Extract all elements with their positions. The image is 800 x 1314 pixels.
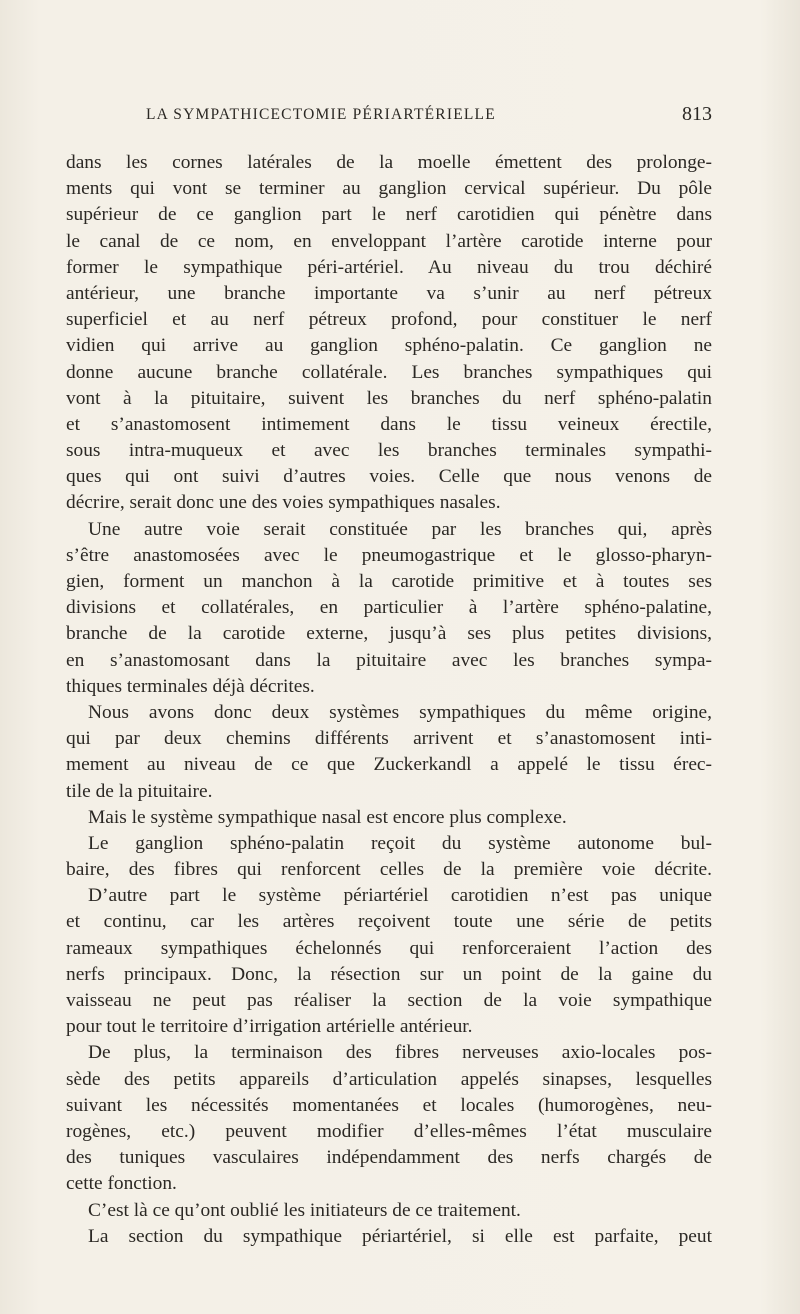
text-line: antérieur, une branche importante va s’unir au nerf pétreux xyxy=(66,282,712,304)
text-line: suivant les nécessités momentanées et locales (humorogènes, neu- xyxy=(66,1094,712,1116)
text-line: vidien qui arrive au ganglion sphéno-palatin. Ce ganglion ne xyxy=(66,335,712,357)
text-line: Le ganglion sphéno-palatin reçoit du système autonome bul- xyxy=(88,832,712,854)
text-line: C’est là ce qu’ont oublié les initiateurs de ce traitement. xyxy=(88,1199,521,1221)
text-line: La section du sympathique périartériel, si elle est parfaite, peut xyxy=(88,1225,712,1247)
text-line: supérieur de ce ganglion part le nerf carotidien qui pénètre dans xyxy=(66,204,712,226)
text-line: décrire, serait donc une des voies sympathiques nasales. xyxy=(66,492,501,514)
text-line: ques qui ont suivi d’autres voies. Celle que nous venons de xyxy=(66,466,712,488)
text-line: cette fonction. xyxy=(66,1173,177,1195)
text-line: en s’anastomosant dans la pituitaire avec les branches sympa- xyxy=(66,649,712,671)
text-line: vaisseau ne peut pas réaliser la section de la voie sympathique xyxy=(66,990,712,1011)
text-line: Nous avons donc deux systèmes sympathiques du même origine, xyxy=(88,701,712,723)
text-line: pour tout le territoire d’irrigation artérielle antérieur. xyxy=(66,1016,473,1038)
text-line: et continu, car les artères reçoivent toute une série de petits xyxy=(66,911,712,933)
page-number: 813 xyxy=(682,103,712,125)
text-line: Mais le système sympathique nasal est encore plus complexe. xyxy=(88,806,567,828)
text-line: branche de la carotide externe, jusqu’à ses plus petites divisions, xyxy=(66,623,712,645)
text-line: le canal de ce nom, en enveloppant l’artère carotide interne pour xyxy=(66,230,712,252)
text-line: qui par deux chemins différents arrivent et s’anastomosent inti- xyxy=(66,728,712,750)
text-line: thiques terminales déjà décrites. xyxy=(66,675,315,697)
text-line: D’autre part le système périartériel carotidien n’est pas unique xyxy=(88,885,712,907)
text-line: des tuniques vasculaires indépendamment des nerfs chargés de xyxy=(66,1147,712,1169)
text-line: vont à la pituitaire, suivent les branches du nerf sphéno-palatin xyxy=(66,387,712,409)
text-line: rameaux sympathiques échelonnés qui renforceraient l’action des xyxy=(66,937,712,959)
running-title: LA SYMPATHICECTOMIE PÉRIARTÉRIELLE xyxy=(146,106,496,123)
body-text xyxy=(66,150,712,1250)
text-line: tile de la pituitaire. xyxy=(66,780,213,802)
text-line: baire, des fibres qui renforcent celles de la première voie décrite. xyxy=(66,859,712,881)
text-line: ments qui vont se terminer au ganglion cervical supérieur. Du pôle xyxy=(66,178,712,200)
text-line: mement au niveau de ce que Zuckerkandl a appelé le tissu érec- xyxy=(66,754,712,776)
text-line: nerfs principaux. Donc, la résection sur un point de la gaine du xyxy=(66,963,712,985)
text-line: Une autre voie serait constituée par les branches qui, après xyxy=(88,518,712,540)
text-line: divisions et collatérales, en particulier à l’artère sphéno-palatine, xyxy=(66,597,712,619)
text-line: sous intra-muqueux et avec les branches terminales sympathi- xyxy=(66,440,712,462)
text-line: donne aucune branche collatérale. Les branches sympathiques qui xyxy=(66,361,712,383)
text-line: De plus, la terminaison des fibres nerveuses axio-locales pos- xyxy=(88,1042,712,1064)
page-header xyxy=(66,103,712,132)
text-line: sède des petits appareils d’articulation appelés sinapses, lesquelles xyxy=(66,1068,712,1090)
text-line: gien, forment un manchon à la carotide primitive et à toutes ses xyxy=(66,571,712,592)
text-line: dans les cornes latérales de la moelle émettent des prolonge- xyxy=(66,152,712,173)
text-line: former le sympathique péri-artériel. Au niveau du trou déchiré xyxy=(66,256,712,278)
text-line: rogènes, etc.) peuvent modifier d’elles-mêmes l’état musculaire xyxy=(66,1120,712,1142)
text-line: s’être anastomosées avec le pneumogastrique et le glosso-pharyn- xyxy=(66,544,712,566)
text-line: et s’anastomosent intimement dans le tissu veineux érectile, xyxy=(66,413,712,435)
text-line: superficiel et au nerf pétreux profond, pour constituer le nerf xyxy=(66,309,712,331)
